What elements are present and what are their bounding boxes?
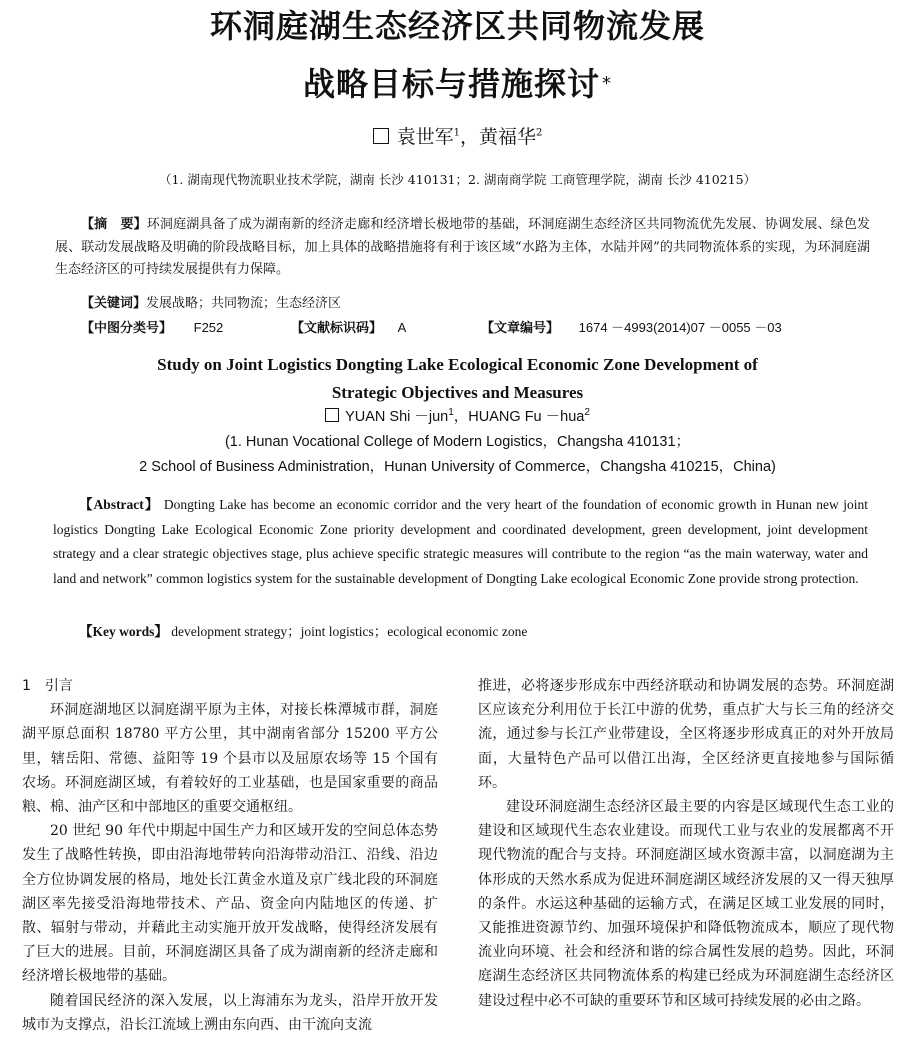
author-cn-2: 黄福华 bbox=[479, 126, 537, 148]
abstract-cn-label: 【摘 要】 bbox=[81, 217, 147, 232]
doc-code bbox=[291, 318, 406, 339]
body-paragraph: 环洞庭湖地区以洞庭湖平原为主体，对接长株潭城市群，洞庭湖平原总面积 18780 平方公里，其中湖南省部分 15200 平方公里，辖岳阳、常德、益阳等 19 个县市以及屈原农场等 15 个国有农场。环洞庭湖区域，有着较好的工业基础，也是国家重要的商品粮、棉、油产区和中部地区的重要交通枢纽。 bbox=[22, 702, 438, 816]
author-cn-1-sup: 1 bbox=[453, 127, 460, 139]
author-cn-sep: ， bbox=[459, 126, 479, 148]
english-title-line-1: Study on Joint Logistics Dongting Lake Ecological Economic Zone Development of bbox=[157, 355, 758, 374]
author-en-1: YUAN Shi －jun bbox=[345, 409, 449, 425]
author-en-2: HUANG Fu －hua bbox=[468, 409, 585, 425]
body-column-left bbox=[22, 674, 438, 1037]
author-en-2-sup: 2 bbox=[584, 407, 590, 419]
body-paragraph: 建设环洞庭湖生态经济区最主要的内容是区域现代生态工业的建设和区域现代生态农业建设。而现代工业与农业的发展都离不开现代物流的配合与支持。环洞庭湖区域水资源丰富，以洞庭湖为主体形成的天然水系成为促进环洞庭湖区域经济发展的又一得天独厚的条件。水运这种基础的运输方式，在满足区域工业发展的同时，又能推进资源节约、加强环境保护和降低物流成本，顺应了现代物流业向环境、社会和经济和谐的综合属性发展的趋势。因此，环洞庭湖生态经济区共同物流体系的构建已经成为环洞庭湖生态经济区建设过程中必不可缺的重要环节和区域可持续发展的必由之路。 bbox=[478, 799, 894, 1009]
keywords-en bbox=[79, 620, 869, 644]
paper-title-line-1 bbox=[0, 6, 915, 46]
keywords-en-label: 【Key words】 bbox=[79, 624, 168, 639]
title-footnote-star: * bbox=[602, 73, 612, 94]
clc-value: F252 bbox=[193, 320, 224, 335]
author-cn-2-sup: 2 bbox=[536, 127, 543, 139]
article-number bbox=[481, 318, 782, 339]
keywords-cn bbox=[81, 294, 871, 314]
abstract-cn bbox=[55, 214, 870, 282]
body-paragraph-continued: 推进，必将逐步形成东中西经济联动和协调发展的态势。环洞庭湖区应该充分利用位于长江中游的优势，重点扩大与长三角的经济交流，通过参与长江产业带建设，全区将逐步形成真正的对外开放局面，大量特色产品可以借江出海，全区经济更直接地参与国际循环。 bbox=[478, 678, 894, 791]
authors-en bbox=[0, 406, 915, 428]
abstract-cn-text: 环洞庭湖具备了成为湖南新的经济走廊和经济增长极地带的基础，环洞庭湖生态经济区共同物流优先发展、协调发展、绿色发展、联动发展战略及明确的阶段战略目标，加上具体的战略措施将有利于该区域“水路为主体，水陆并网”的共同物流体系的实现，为环洞庭湖生态经济区的可持续发展提供有力保障。 bbox=[55, 217, 870, 277]
body-paragraph: 20 世纪 90 年代中期起中国生产力和区域开发的空间总体态势发生了战略性转换，即由沿海地带转向沿海带动沿江、沿线、沿边全方位协调发展的格局，地处长江黄金水道及京广线北段的环洞庭湖区率先接受沿海地带技术、产品、资金向内陆地区的传递、扩散、辐射与带动，并藉此主动实施开放开发战略，使得经济发展有了巨大的进展。目前，环洞庭湖区具备了成为湖南新的经济走廊和经济增长极地带的基础。 bbox=[22, 823, 438, 985]
doc-code-label: 【文献标识码】 bbox=[291, 321, 383, 336]
body-column-right bbox=[478, 674, 894, 1013]
paper-title-text-1: 环洞庭湖生态经济区共同物流发展 bbox=[209, 7, 705, 45]
affiliation-en-line-1: (1. Hunan Vocational College of Modern Logistics，Changsha 410131； bbox=[224, 434, 691, 450]
abstract-en bbox=[53, 493, 868, 591]
author-en-box-icon bbox=[325, 408, 339, 422]
affiliation-cn: （1. 湖南现代物流职业技术学院，湖南 长沙 410131；2. 湖南商学院 工商管理学院，湖南 长沙 410215） bbox=[158, 172, 757, 187]
keywords-en-text: development strategy；joint logistics；ecological economic zone bbox=[171, 624, 528, 639]
article-number-label: 【文章编号】 bbox=[481, 321, 560, 336]
author-en-sep: ， bbox=[453, 409, 469, 425]
author-box-icon bbox=[373, 128, 389, 144]
keywords-cn-label: 【关键词】 bbox=[81, 296, 147, 311]
clc-label: 【中图分类号】 bbox=[81, 321, 173, 336]
english-title-line-2: Strategic Objectives and Measures bbox=[331, 383, 584, 402]
author-en-1-sup: 1 bbox=[448, 407, 454, 419]
authors-cn bbox=[0, 123, 915, 151]
article-number-value: 1674 －4993(2014)07 －0055 －03 bbox=[578, 320, 782, 335]
clc-number bbox=[81, 318, 223, 339]
body-paragraph: 随着国民经济的深入发展，以上海浦东为龙头，沿岸开放开发城市为支撑点，沿长江流域上溯由东向西、由干流向支流 bbox=[22, 992, 438, 1033]
author-cn-1: 袁世军 bbox=[396, 126, 454, 148]
affiliation-en-line-2: 2 School of Business Administration，Hunan University of Commerce，Changsha 410215，China) bbox=[139, 459, 776, 475]
abstract-en-label: 【Abstract】 bbox=[79, 497, 160, 512]
doc-code-value: A bbox=[397, 320, 407, 335]
paper-title-line-2 bbox=[0, 64, 915, 104]
paper-title-text-2: 战略目标与措施探讨 bbox=[302, 65, 600, 103]
section-heading: 1 引言 bbox=[22, 678, 73, 694]
classification-row bbox=[81, 318, 871, 338]
abstract-en-text: Dongting Lake has become an economic corridor and the very heart of the foundation of economic growth in Hunan new joint logistics Dongting Lake Ecological Economic Zone priority development and coordinated development, green development, joint development strategy and a clear strategic objectives stage, plus achieve specific strategic measures will contribute to the region “as the main waterway, water and land and network” common logistics system for the sustainable development of Dongting Lake ecological Economic Zone provide strong protection. bbox=[53, 497, 868, 586]
keywords-cn-text: 发展战略；共同物流；生态经济区 bbox=[146, 296, 342, 311]
